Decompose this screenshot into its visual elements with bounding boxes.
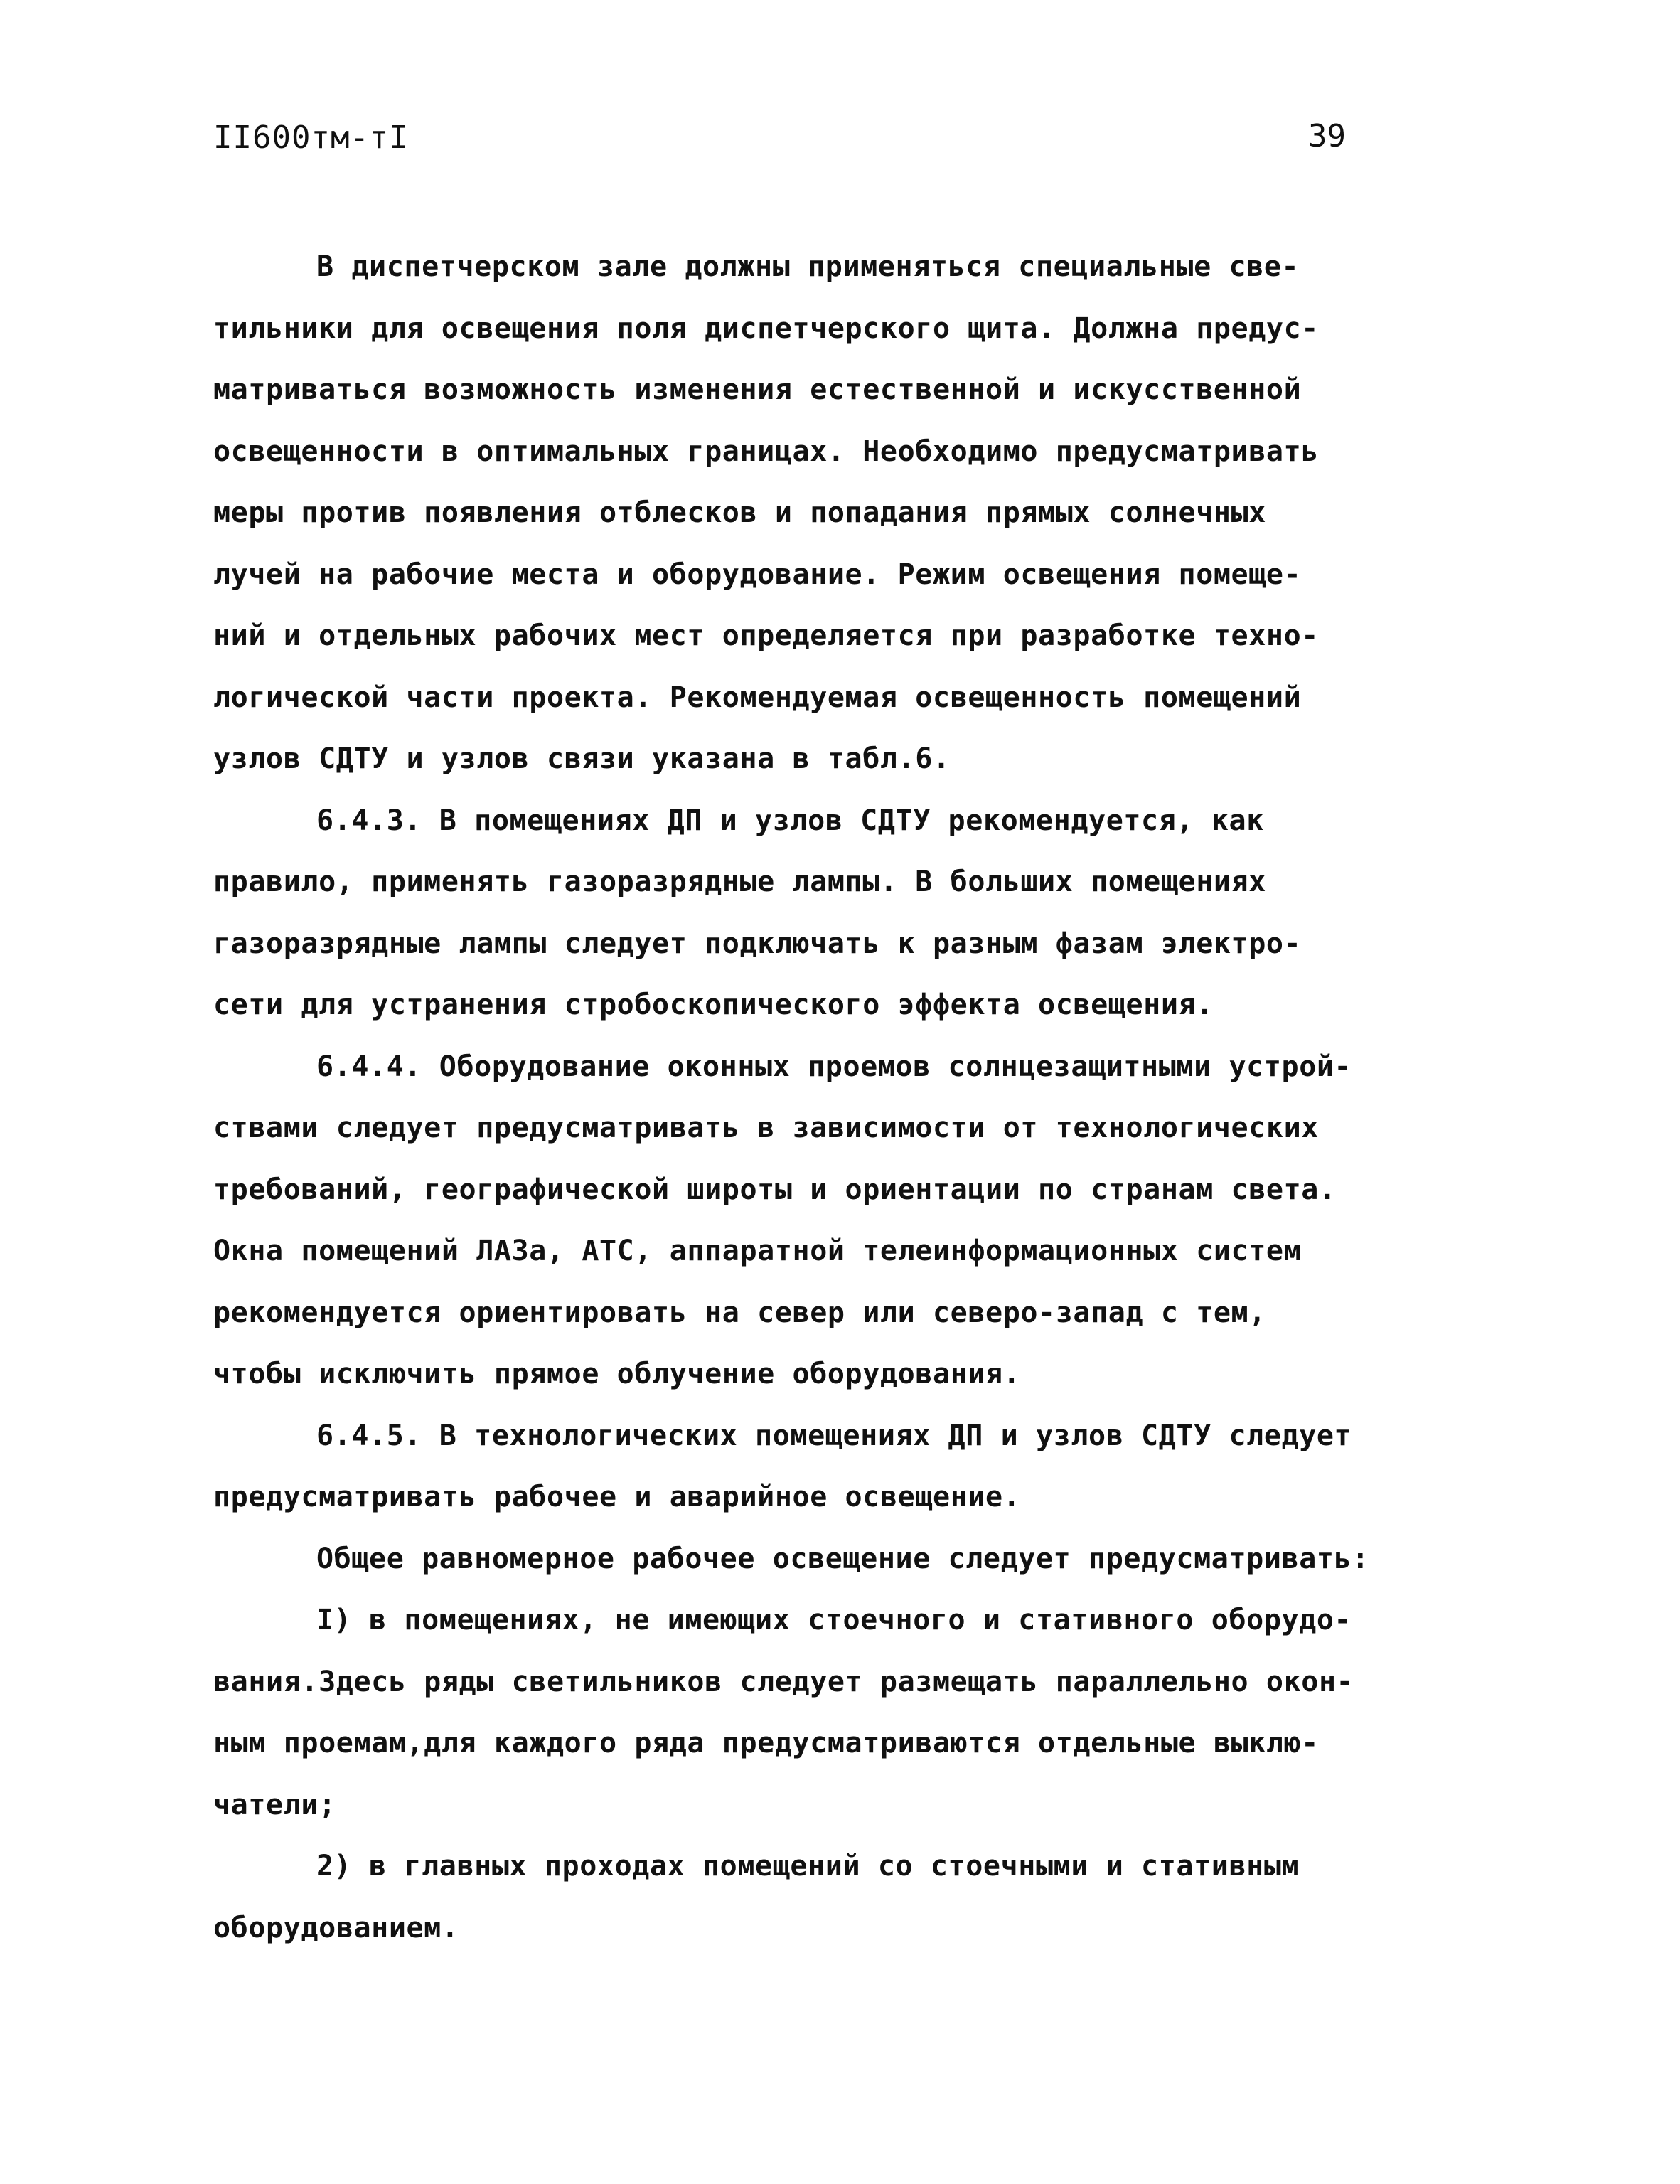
page-number: 39: [1308, 118, 1346, 154]
text-line: освещенности в оптимальных границах. Необходимо предусматривать: [213, 435, 1319, 468]
text-line: 6.4.3. В помещениях ДП и узлов СДТУ рекомендуется, как: [316, 804, 1264, 837]
text-line: чтобы исключить прямое облучение оборудования.: [213, 1358, 1021, 1390]
text-line: I) в помещениях, не имеющих стоечного и стативного оборудо-: [316, 1604, 1352, 1636]
text-line: предусматривать рабочее и аварийное освещение.: [213, 1481, 1021, 1513]
text-line: меры против появления отблесков и попадания прямых солнечных: [213, 496, 1266, 529]
text-line: 6.4.5. В технологических помещениях ДП и узлов СДТУ следует: [316, 1419, 1352, 1452]
text-line: матриваться возможность изменения естественной и искусственной: [213, 373, 1302, 406]
text-line: газоразрядные лампы следует подключать к разным фазам электро-: [213, 927, 1302, 960]
text-line: 2) в главных проходах помещений со стоечными и стативным: [316, 1850, 1300, 1882]
text-line: чатели;: [213, 1788, 336, 1821]
text-line: лучей на рабочие места и оборудование. Режим освещения помеще-: [213, 558, 1302, 591]
text-line: 6.4.4. Оборудование оконных проемов солнцезащитными устрой-: [316, 1050, 1352, 1083]
document-code: II600тм-тI: [213, 119, 409, 156]
text-line: правило, применять газоразрядные лампы. В больших помещениях: [213, 865, 1266, 898]
text-line: сети для устранения стробоскопического эффекта освещения.: [213, 989, 1214, 1021]
text-line: Окна помещений ЛАЗа, АТС, аппаратной телеинформационных систем: [213, 1235, 1302, 1267]
text-line: рекомендуется ориентировать на север или северо-запад с тем,: [213, 1296, 1266, 1329]
text-line: В диспетчерском зале должны применяться специальные све-: [316, 250, 1300, 283]
text-line: логической части проекта. Рекомендуемая освещенность помещений: [213, 681, 1302, 714]
text-line: оборудованием.: [213, 1911, 459, 1944]
text-line: тильники для освещения поля диспетчерского щита. Должна предус-: [213, 311, 1319, 345]
text-line: ным проемам,для каждого ряда предусматриваются отдельные выклю-: [213, 1727, 1319, 1759]
text-line: узлов СДТУ и узлов связи указана в табл.6.: [213, 742, 951, 775]
text-line: вания.Здесь ряды светильников следует размещать параллельно окон-: [213, 1665, 1354, 1698]
text-line: ствами следует предусматривать в зависимости от технологических: [213, 1112, 1319, 1144]
text-line: требований, географической широты и ориентации по странам света.: [213, 1173, 1337, 1206]
text-line: ний и отдельных рабочих мест определяется при разработке техно-: [213, 619, 1319, 652]
body-text: [213, 236, 1472, 1959]
text-line: Общее равномерное рабочее освещение следует предусматривать:: [316, 1542, 1369, 1575]
